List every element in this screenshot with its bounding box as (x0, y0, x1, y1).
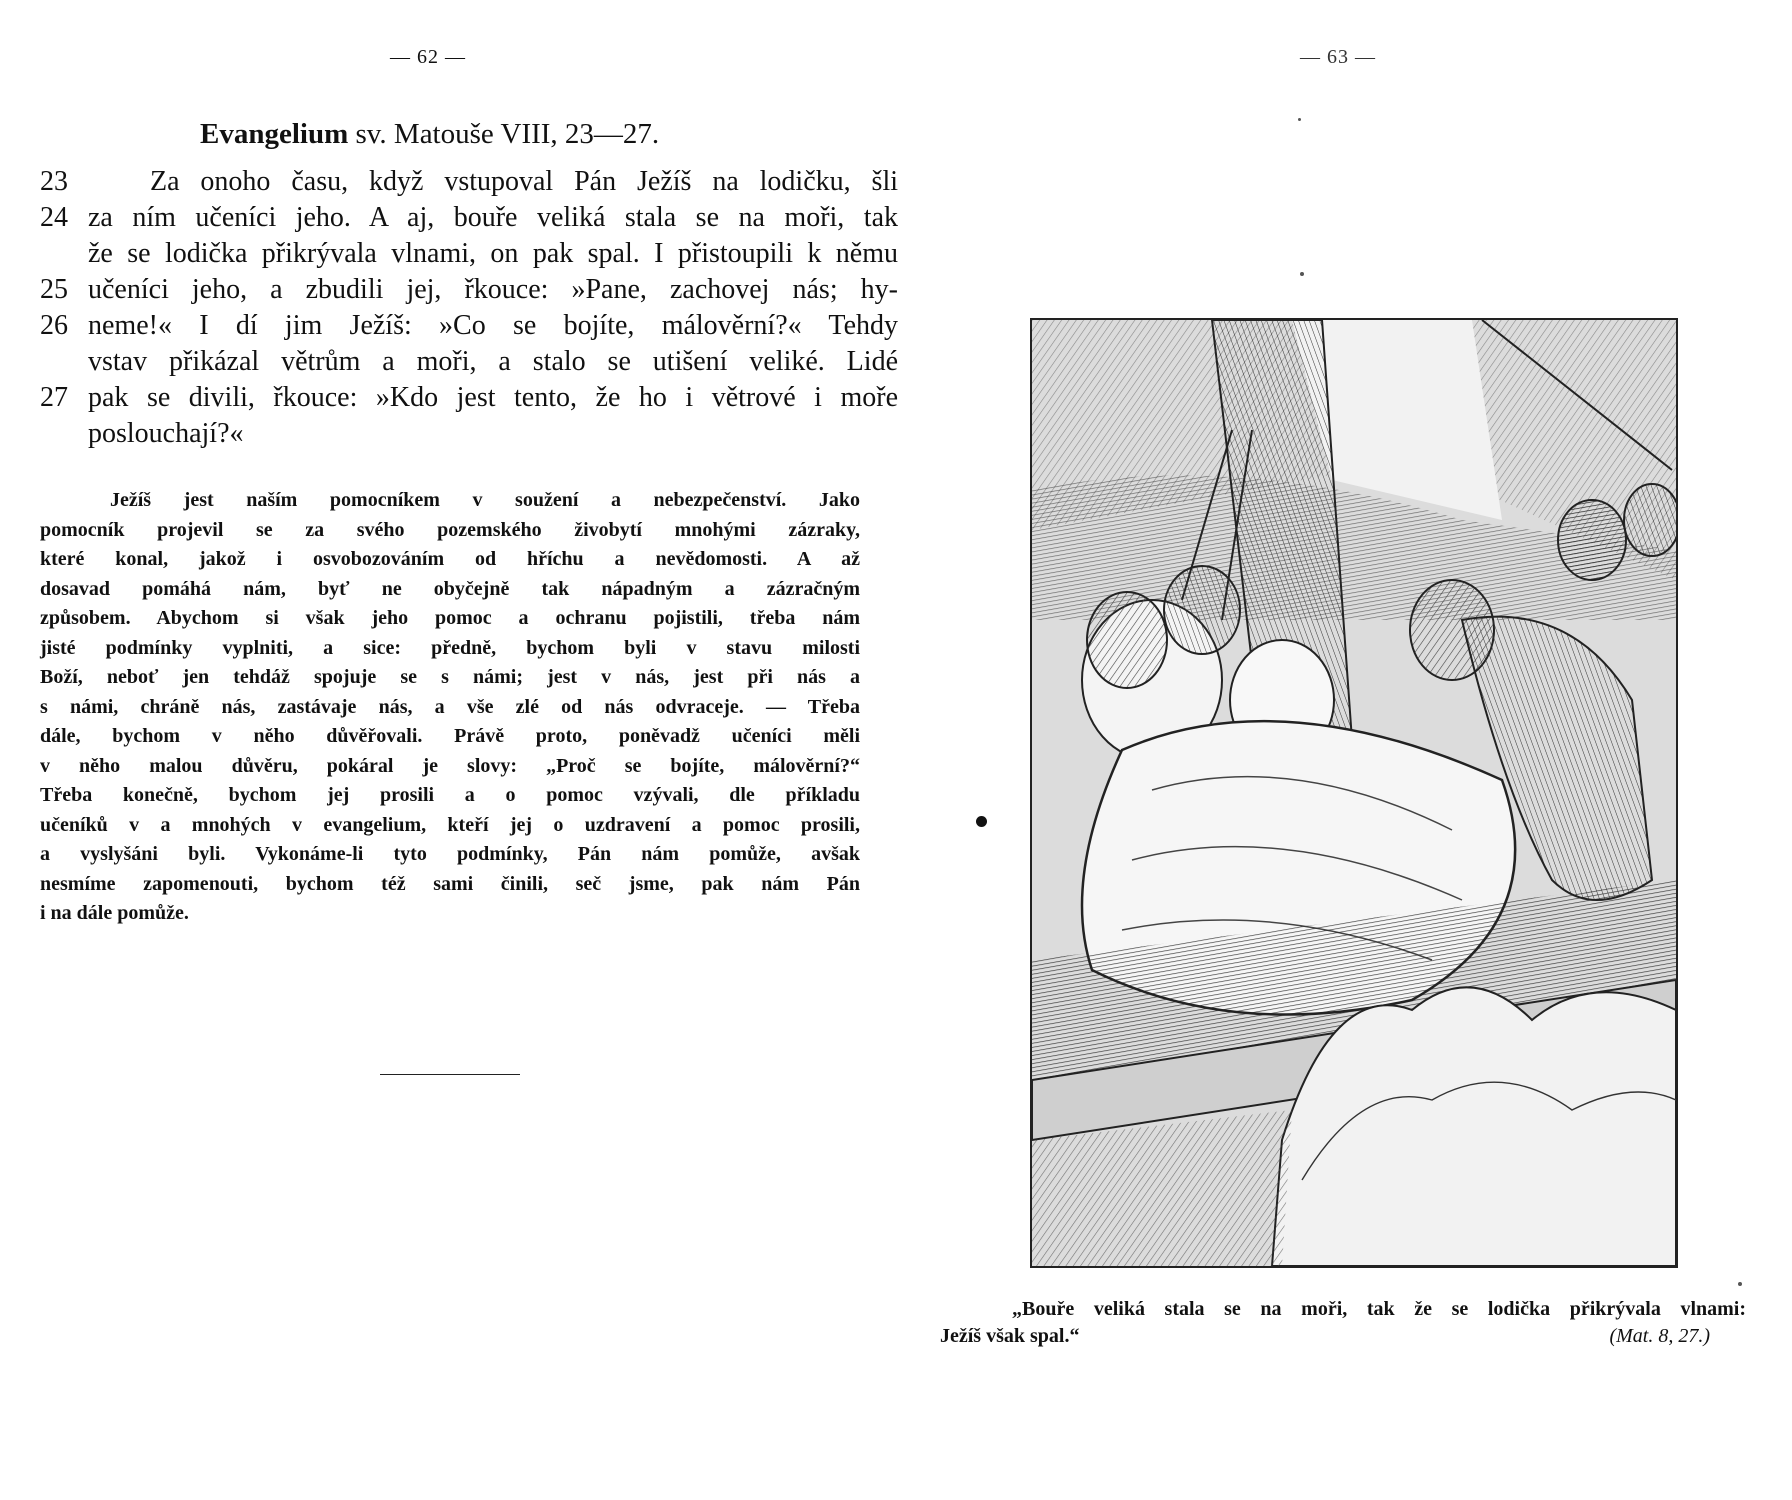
verse-text: pak se divili, řkouce: »Kdo jest tento, že ho i větrové i moře (88, 382, 898, 413)
verse-text: poslouchají?« (88, 418, 244, 449)
commentary-line: i na dále pomůže. (40, 902, 189, 924)
heading-evangelium: Evangelium (200, 118, 349, 150)
commentary-line: Boží, neboť jen tehdáž spojuje se s námi; jest v nás, jest při nás a (40, 666, 860, 688)
verse-line (40, 202, 900, 238)
page-number-right: — 63 — (1300, 46, 1376, 68)
verse-text: za ním učeníci jeho. A aj, bouře veliká stala se na moři, tak (88, 202, 898, 233)
commentary-paragraph (40, 486, 860, 929)
commentary-line: dosavad pomáhá nám, byť ne obyčejně tak nápadným a zázračným (40, 577, 860, 600)
verse-line (40, 382, 900, 418)
verse-line (40, 166, 900, 202)
commentary-line: s námi, chráně nás, zastávaje nás, a vše zlé od nás odvraceje. — Třeba (40, 695, 860, 718)
verse-text: že se lodička přikrývala vlnami, on pak spal. I přistoupili k němu (88, 238, 898, 269)
scan-speck (1298, 118, 1301, 121)
verse-line (40, 238, 900, 274)
commentary-line: pomocník projevil se za svého pozemského živobytí mnohými zázraky, (40, 518, 860, 541)
verse-line (40, 346, 900, 382)
caption-reference: (Mat. 8, 27.) (1609, 1325, 1710, 1347)
caption-text: Ježíš však spal.“ (940, 1325, 1080, 1347)
commentary-line: a vyslyšáni byli. Vykonáme-li tyto podmínky, Pán nám pomůže, avšak (40, 843, 860, 865)
commentary-line: které konal, jakož i osvobozováním od hříchu a nevědomosti. A až (40, 548, 860, 570)
verse-line (40, 310, 900, 346)
verse-text: vstav přikázal větrům a moři, a stalo se utišení veliké. Lidé (88, 346, 898, 377)
verse-line (40, 418, 900, 454)
heading-reference: sv. Matouše VIII, 23—27. (355, 118, 660, 150)
commentary-line: způsobem. Abychom si však jeho pomoc a ochranu pojistili, třeba nám (40, 607, 860, 629)
commentary-line: Třeba konečně, bychom jej prosili a o pomoc vzývali, dle příkladu (40, 784, 860, 806)
verse-text: neme!« I dí jim Ježíš: »Co se bojíte, málověrní?« Tehdy (88, 310, 898, 341)
caption-line-1: „Bouře veliká stala se na moři, tak že se lodička přikrývala vlnami: (1012, 1298, 1746, 1320)
verse-number: 26 (40, 310, 68, 341)
commentary-line: Ježíš jest naším pomocníkem v soužení a nebezpečenství. Jako (110, 489, 860, 511)
verse-line (40, 274, 900, 310)
verse-number: 23 (40, 166, 68, 197)
margin-dot (976, 816, 987, 827)
gospel-heading (200, 118, 760, 151)
caption-line-2 (940, 1325, 1710, 1348)
engraving-storm-on-sea (1030, 318, 1678, 1268)
commentary-line: dále, bychom v něho důvěřovali. Právě proto, poněvadž učeníci měli (40, 725, 860, 747)
commentary-line: jisté podmínky vyplniti, a sice: předně, bychom byli v stavu milosti (40, 636, 860, 659)
page-number-left: — 62 — (390, 46, 466, 68)
commentary-line: učeníků v a mnohých v evangelium, kteří jej o uzdravení a pomoc prosili, (40, 813, 860, 836)
scan-speck (1300, 272, 1304, 276)
scan-speck (1738, 1282, 1742, 1286)
commentary-line: nesmíme zapomenouti, bychom též sami činili, seč jsme, pak nám Pán (40, 872, 860, 895)
verse-number: 24 (40, 202, 68, 233)
verse-text: Za onoho času, když vstupoval Pán Ježíš na lodičku, šli (150, 166, 898, 197)
verse-number: 25 (40, 274, 68, 305)
commentary-line: v něho malou důvěru, pokáral je slovy: „Proč se bojíte, málověrní?“ (40, 754, 860, 777)
verse-number: 27 (40, 382, 68, 413)
section-divider (380, 1074, 520, 1075)
verse-text: učeníci jeho, a zbudili jej, řkouce: »Pane, zachovej nás; hy- (88, 274, 898, 305)
